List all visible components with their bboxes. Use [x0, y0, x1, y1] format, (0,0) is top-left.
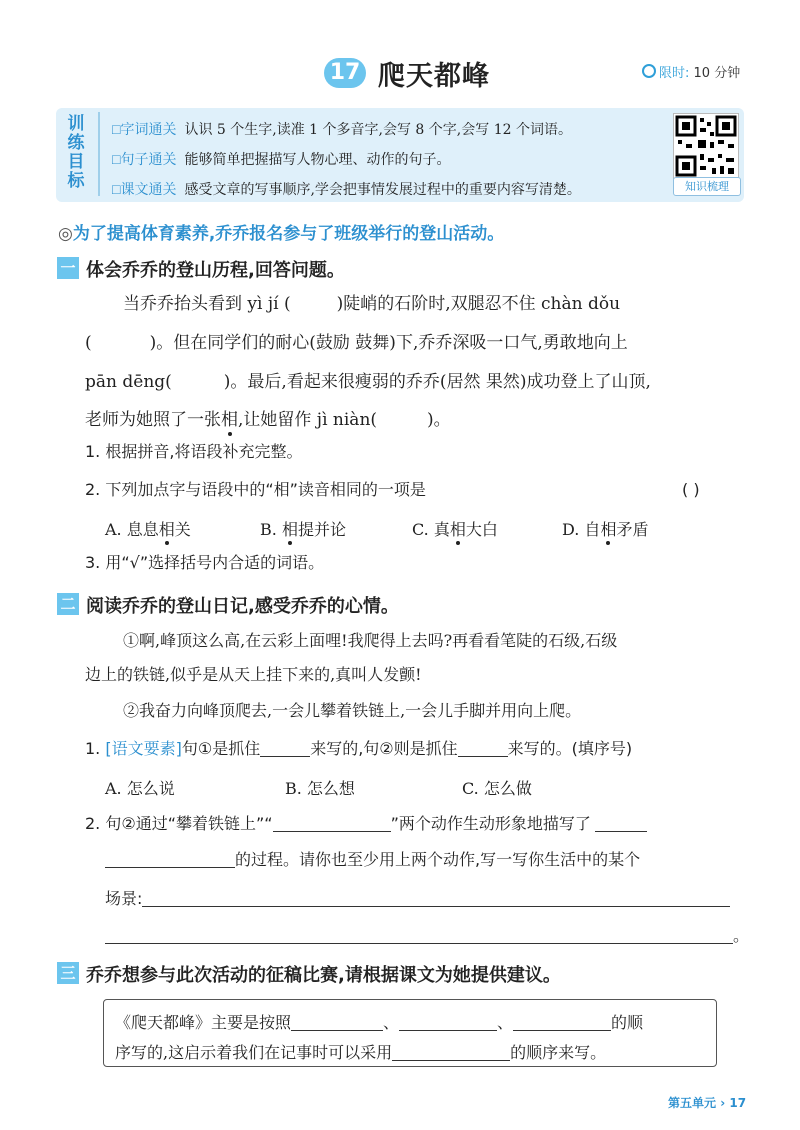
- text: 句①是抓住: [181, 739, 261, 758]
- intro-text: 为了提高体育素养,乔乔报名参与了班级举行的登山活动。: [72, 224, 505, 244]
- page-footer: [668, 1094, 746, 1111]
- s2-question-1: [85, 739, 632, 759]
- answer-line[interactable]: [142, 890, 730, 907]
- goals-divider: [98, 112, 100, 196]
- s2-question-2-line2: [105, 850, 640, 870]
- goal-tag[interactable]: □句子通关: [112, 151, 177, 167]
- lesson-number-badge: 17: [324, 58, 366, 88]
- unit-label: 第五单元: [668, 1096, 717, 1110]
- time-limit: [642, 62, 740, 81]
- lesson-title: 爬天都峰: [378, 61, 490, 92]
- text: 当乔乔抬头看到 yì jí (: [123, 294, 291, 314]
- text: pān dēng(: [85, 372, 172, 392]
- text: ”两个动作生动形象地描写了: [390, 814, 591, 833]
- answer-blank[interactable]: [260, 740, 310, 757]
- goals-tag-char: 目: [67, 152, 85, 172]
- section1-title: 体会乔乔的登山历程,回答问题。: [86, 260, 345, 281]
- text: A. 息息: [105, 520, 159, 539]
- text: 矛盾: [616, 520, 649, 539]
- text: C. 真: [412, 520, 450, 539]
- clock-icon: [642, 64, 656, 78]
- text: 、: [383, 1013, 400, 1032]
- goal-desc: 能够简单把握描写人物心理、动作的句子。: [184, 152, 451, 168]
- text: ,让她留作 jì niàn(: [238, 410, 378, 430]
- section2-title: 阅读乔乔的登山日记,感受乔乔的心情。: [86, 596, 399, 617]
- text: )。: [427, 410, 451, 430]
- diary-para2: ②我奋力向峰顶爬去,一会儿攀着铁链上,一会儿手脚并用向上爬。: [123, 701, 582, 720]
- text: D. 自: [562, 520, 601, 539]
- section3-number: 三: [57, 962, 79, 984]
- section2-number: 二: [57, 593, 79, 615]
- text: )陡峭的石阶时,双腿忍不住 chàn dǒu: [336, 294, 621, 314]
- text: (: [85, 333, 92, 353]
- s1-passage-line1: [123, 294, 620, 314]
- s2-question-2-line4: [105, 926, 749, 946]
- s1-question-2-answer[interactable]: ( ): [682, 480, 700, 499]
- text: 的顺: [611, 1013, 644, 1032]
- dotted-char: 相: [158, 520, 175, 539]
- goals-tag-char: 标: [67, 171, 85, 191]
- s2-q1-option-b[interactable]: B. 怎么想: [285, 779, 355, 798]
- goal-desc: 认识 5 个生字,读准 1 个多音字,会写 8 个字,会写 12 个词语。: [184, 122, 572, 138]
- goal-item-text: [112, 179, 581, 199]
- s1-question-2: 2. 下列加点字与语段中的“相”读音相同的一项是: [85, 480, 426, 499]
- s1-q2-option-c[interactable]: [412, 517, 498, 540]
- goals-tag-char: 训: [67, 114, 85, 134]
- diary-para1-line2: 边上的铁链,似乎是从天上挂下来的,真叫人发颤!: [85, 665, 422, 684]
- training-goals-tag: [66, 115, 86, 191]
- text: 序写的,这启示着我们在记事时可以采用: [115, 1043, 393, 1062]
- text: 、: [497, 1013, 514, 1032]
- text: 1.: [85, 739, 101, 758]
- dotted-char: 相: [449, 520, 466, 539]
- intro-line: [58, 219, 504, 244]
- qr-code-label[interactable]: 知识梳理: [673, 177, 741, 196]
- text: 关: [174, 520, 191, 539]
- s1-passage-line2: [85, 333, 628, 353]
- dotted-char: 相: [281, 520, 298, 539]
- s2-q1-option-a[interactable]: A. 怎么说: [105, 779, 175, 798]
- goals-tag-char: 练: [67, 133, 85, 153]
- answer-blank[interactable]: [595, 815, 647, 832]
- text: 2. 句②通过“攀着铁链上”“: [85, 814, 273, 833]
- goal-item-words: [112, 119, 572, 139]
- answer-blank[interactable]: [513, 1014, 611, 1031]
- dotted-char: 相: [600, 520, 617, 539]
- text: 场景:: [105, 889, 143, 908]
- s2-question-2-line3: [105, 889, 730, 909]
- answer-blank[interactable]: [105, 851, 235, 868]
- suggestion-line1: [115, 1010, 643, 1033]
- answer-blank[interactable]: [291, 1014, 383, 1031]
- text: 《爬天都峰》主要是按照: [115, 1013, 292, 1032]
- goal-desc: 感受文章的写事顺序,学会把事情发展过程中的重要内容写清楚。: [184, 182, 581, 198]
- text: 提并论: [297, 520, 346, 539]
- goal-item-sentences: [112, 149, 450, 169]
- page-number: 17: [729, 1096, 747, 1110]
- goal-tag[interactable]: □课文通关: [112, 181, 177, 197]
- s1-q2-option-b[interactable]: [260, 517, 346, 540]
- answer-blank[interactable]: [273, 815, 391, 832]
- s2-question-2-line1: [85, 814, 647, 834]
- answer-blank[interactable]: [458, 740, 508, 757]
- text: 的过程。请你也至少用上两个动作,写一写你生活中的某个: [235, 850, 641, 869]
- chinese-element-tag: [语文要素]: [105, 739, 182, 758]
- text: 的顺序来写。: [510, 1043, 607, 1062]
- s1-question-1: 1. 根据拼音,将语段补充完整。: [85, 442, 303, 461]
- goal-tag[interactable]: □字词通关: [112, 121, 177, 137]
- s1-passage-line3: [85, 372, 651, 392]
- text: 来写的。(填序号): [507, 739, 633, 758]
- s1-passage-line4: [85, 410, 451, 430]
- s1-q2-option-d[interactable]: [562, 517, 648, 540]
- diary-para1-line1: ①啊,峰顶这么高,在云彩上面哩!我爬得上去吗?再看看笔陡的石级,石级: [123, 631, 618, 650]
- ring-icon: ◎: [58, 224, 73, 244]
- text: 老师为她照了一张: [85, 410, 221, 430]
- qr-code-icon[interactable]: [673, 113, 739, 179]
- text: 大白: [465, 520, 498, 539]
- arrow-icon: ›: [720, 1096, 726, 1110]
- text: 。: [733, 926, 750, 945]
- text: B.: [260, 520, 282, 539]
- text: )。但在同学们的耐心(鼓励 鼓舞)下,乔乔深吸一口气,勇敢地向上: [149, 333, 628, 353]
- section3-title: 乔乔想参与此次活动的征稿比赛,请根据课文为她提供建议。: [86, 965, 561, 986]
- dotted-char: 相: [221, 410, 238, 430]
- s1-question-3: 3. 用“√”选择括号内合适的词语。: [85, 553, 325, 572]
- s2-q1-option-c[interactable]: C. 怎么做: [462, 779, 532, 798]
- text: 来写的,句②则是抓住: [310, 739, 458, 758]
- answer-blank[interactable]: [392, 1044, 510, 1061]
- answer-line[interactable]: [105, 927, 733, 944]
- section1-number: 一: [57, 257, 79, 279]
- time-limit-value: 10 分钟: [693, 66, 741, 81]
- text: )。最后,看起来很瘦弱的乔乔(居然 果然)成功登上了山顶,: [223, 372, 651, 392]
- answer-blank[interactable]: [399, 1014, 497, 1031]
- suggestion-line2: [115, 1040, 606, 1063]
- s1-q2-option-a[interactable]: [105, 517, 191, 540]
- time-limit-label: 限时:: [659, 66, 690, 81]
